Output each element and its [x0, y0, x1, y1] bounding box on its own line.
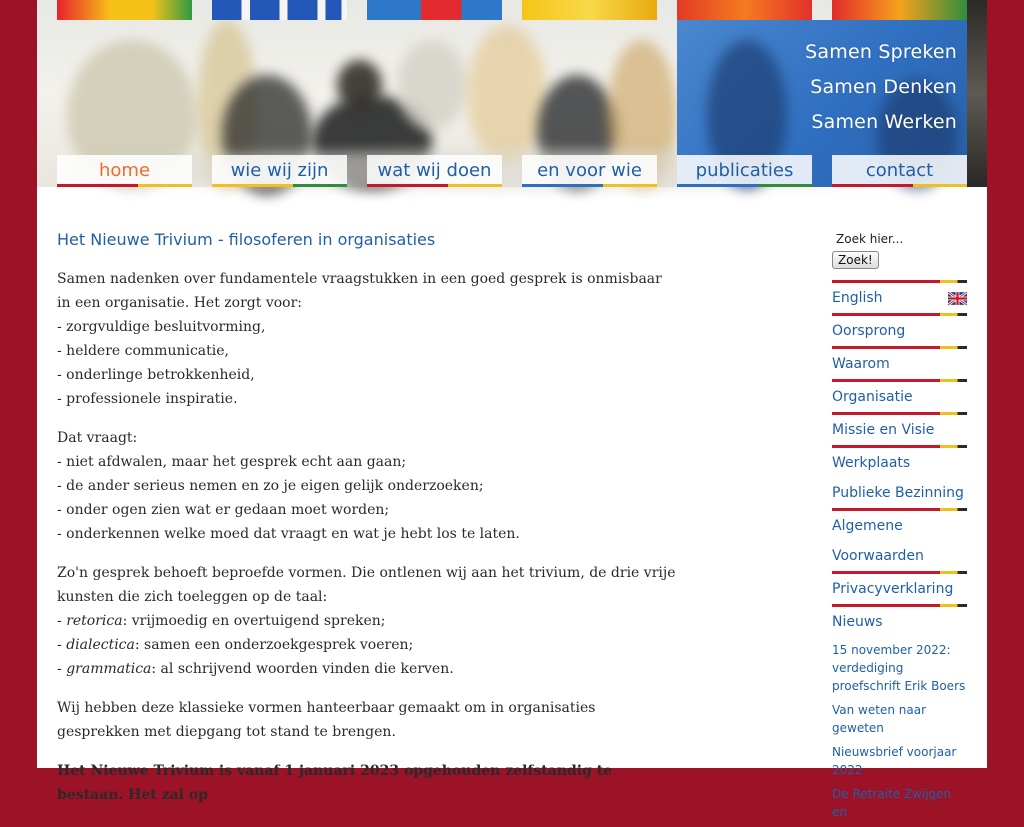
list-item: - grammatica: al schrijvend woorden vinden die kerven. [57, 661, 454, 677]
intro-paragraph [57, 267, 677, 411]
list-item: - heldere communicatie, [57, 343, 229, 359]
list-item: - dialectica: samen een onderzoekgesprek voeren; [57, 637, 414, 653]
approach-paragraph: Wij hebben deze klassieke vormen hanteerbaar gemaakt om in organisaties gesprekken met diepgang tot stand te brengen. [57, 700, 596, 740]
announcement-paragraph [57, 759, 677, 807]
nav-wie-wij-zijn[interactable] [212, 155, 347, 187]
nav-contact-label: contact [865, 160, 934, 181]
header-tile [677, 0, 812, 20]
news-item[interactable]: Van weten naar geweten [832, 703, 927, 735]
news-item[interactable]: 15 november 2022: verdediging proefschrift Erik Boers [832, 643, 966, 693]
nav-publicaties[interactable] [677, 155, 812, 187]
header-tile [832, 0, 967, 20]
nav-wat-wij-doen[interactable] [367, 155, 502, 187]
header-banner [37, 0, 987, 187]
list-item: - zorgvuldige besluitvorming, [57, 319, 266, 335]
nav-wat-wij-doen-label: wat wij doen [377, 160, 492, 181]
text-line: Zo'n gesprek behoeft beproefde vormen. Die ontlenen wij aan het trivium, de drie vrije kunsten die zich toeleggen op de taal: [57, 565, 676, 605]
term-retorica: retorica [66, 613, 123, 629]
slogan-think: Samen Denken [810, 76, 957, 98]
sidebar-link-missie-en-visie[interactable]: Missie en Visie [832, 422, 935, 438]
nav-publicaties-label: publicaties [695, 160, 794, 181]
sidebar-link-organisatie[interactable]: Organisatie [832, 389, 913, 405]
list-item: - onderkennen welke moed dat vraagt en wat je hebt los te laten. [57, 526, 520, 542]
slogan-speak: Samen Spreken [805, 41, 957, 63]
sidebar-link-nieuws[interactable]: Nieuws [832, 614, 883, 630]
nav-en-voor-wie-label: en voor wie [537, 160, 642, 181]
main-content [57, 225, 677, 822]
list-item: - onder ogen zien wat er gedaan moet worden; [57, 502, 390, 518]
nav-home[interactable] [57, 155, 192, 187]
trivium-paragraph [57, 561, 677, 681]
text-line: Dat vraagt: [57, 430, 138, 446]
nav-wie-wij-zijn-label: wie wij zijn [230, 160, 329, 181]
search-button[interactable]: Zoek! [832, 251, 879, 269]
header-tile [367, 0, 502, 20]
page-title: Het Nieuwe Trivium - filosoferen in organisaties [57, 230, 436, 249]
header-tile [212, 0, 347, 20]
news-item[interactable]: De Retraite Zwijgen en [832, 787, 952, 819]
term-grammatica: grammatica [66, 661, 152, 677]
announcement-text: Het Nieuwe Trivium is vanaf 1 januari 2023 opgehouden zelfstandig te bestaan. Het zal op [57, 763, 613, 803]
sidebar-link-werkplaats[interactable]: Werkplaats Publieke Bezinning [832, 455, 964, 501]
sidebar-link-english[interactable] [832, 283, 967, 313]
list-item: - retorica: vrijmoedig en overtuigend spreken; [57, 613, 386, 629]
header-tile [522, 0, 657, 20]
text-line: Samen nadenken over fundamentele vraagstukken in een goed gesprek is onmisbaar in een organisatie. Het zorgt voor: [57, 271, 662, 311]
sidebar-link-algemene-voorwaarden[interactable]: Algemene Voorwaarden [832, 518, 924, 564]
uk-flag-icon [948, 292, 967, 305]
photo-edge [967, 0, 987, 187]
search-input[interactable] [832, 231, 912, 247]
nav-home-label: home [98, 160, 151, 181]
list-item: - niet afdwalen, maar het gesprek echt aan gaan; [57, 454, 407, 470]
nav-en-voor-wie[interactable] [522, 155, 657, 187]
requirements-paragraph [57, 426, 677, 546]
sidebar [832, 228, 967, 827]
sidebar-link-waarom[interactable]: Waarom [832, 356, 890, 372]
search-form [832, 228, 967, 269]
term-dialectica: dialectica [66, 637, 135, 653]
header-tile [57, 0, 192, 20]
list-item: - professionele inspiratie. [57, 391, 238, 407]
sidebar-link-oorsprong[interactable]: Oorsprong [832, 323, 906, 339]
news-item[interactable]: Nieuwsbrief voorjaar 2022 [832, 745, 957, 777]
slogan-work: Samen Werken [811, 111, 957, 133]
list-item: - onderlinge betrokkenheid, [57, 367, 255, 383]
sidebar-link-label: English [832, 290, 883, 306]
list-item: - de ander serieus nemen en zo je eigen gelijk onderzoeken; [57, 478, 484, 494]
nav-contact[interactable] [832, 155, 967, 187]
sidebar-link-privacyverklaring[interactable]: Privacyverklaring [832, 581, 954, 597]
page-container [37, 0, 987, 819]
